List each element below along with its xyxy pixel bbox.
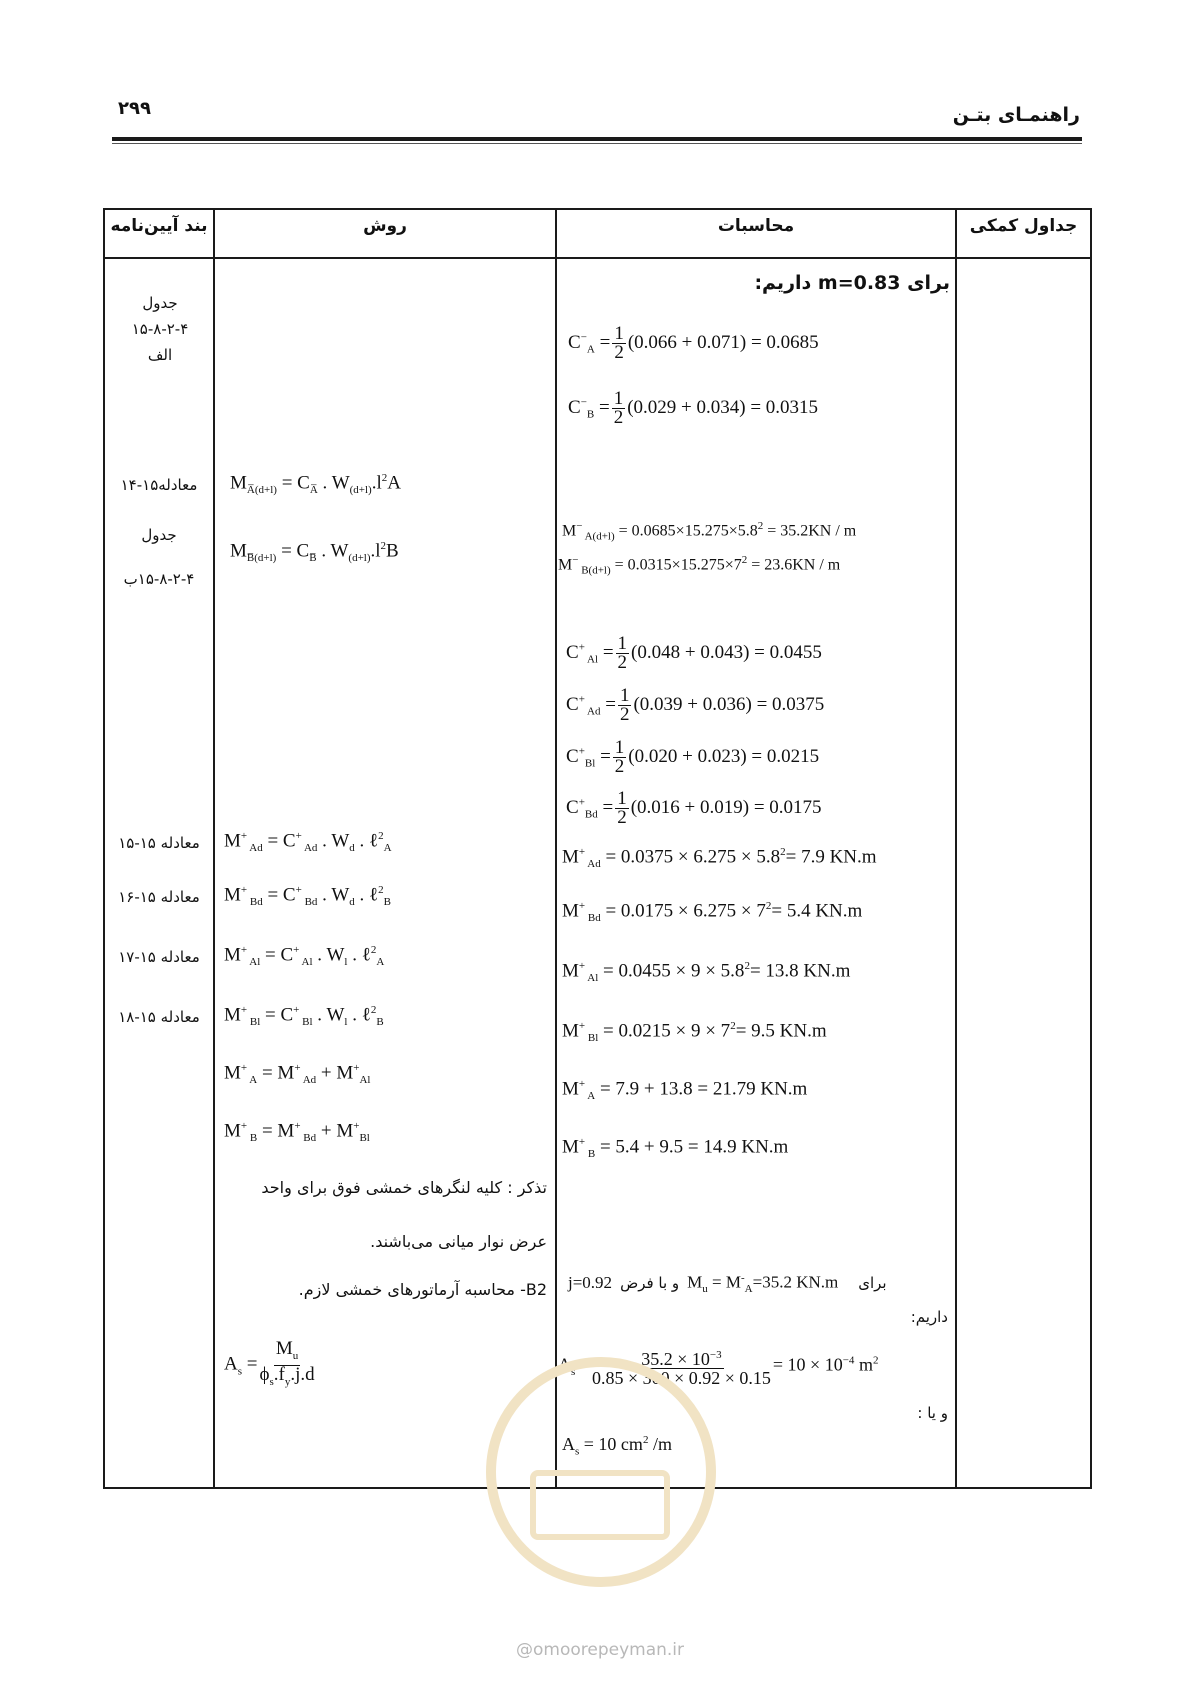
header-rule-thin: [112, 143, 1082, 144]
method-eq-mbl: M+ $_{Bl}$ = C+ $_{Bl}$ . $W_l$ . ℓ$^2_B$: [224, 1004, 384, 1029]
calc-cbl: $C^+_{Bl}$ = $\frac{1}{2}$ (0.020 + 0.023) = 0.0215: [566, 737, 820, 777]
calc-mal: M+ $_{Al} = 0.0455 \times 9 \times 5.8^2= 13.8$ KN.m: [562, 960, 851, 985]
calc-assumption-line: j=0.92 و با فرض $M_u = M^-_A=35.2$ KN.m برای: [568, 1272, 887, 1296]
method-eq-ma: $M_{A̅(d+l)} = C_{A̅}$ . $W_{(d+l)}.l^2A$: [230, 472, 401, 497]
header-calc: محاسبات: [717, 216, 795, 236]
calc-cbd: $C^+_{Bd}$ = $\frac{1}{2}$ (0.016 + 0.019) = 0.0175: [566, 788, 822, 828]
ref-table-a: جدول ۱۵-۸-۲-۴ الف: [131, 294, 189, 364]
calc-as: $A_s$ = $\frac{35.2 \times 10^{-3}}{0.85 \times 300 \times 0.92 \times 0.15}$ = $10 \times 10^{-4}$ $m^2$: [558, 1346, 878, 1387]
calc-or: و یا :: [917, 1404, 948, 1422]
ref-eq-17: معادله ۱۵-۱۷: [118, 948, 200, 966]
calc-cb: $C^-_B$ = $\frac{1}{2}$ (0.029 + 0.034) = 0.0315: [568, 388, 819, 428]
watermark-seal-icon: [530, 1470, 670, 1540]
watermark-site: @omoorepeyman.ir: [515, 1640, 685, 1660]
book-title: راهنمـای بتـن: [952, 104, 1080, 126]
method-eq-mb: $M_{B̅(d+l)} = C_{B̅}$ . $W_{(d+l)}.l^2B$: [230, 540, 399, 565]
method-eq-mal: M+ $_{Al}$ = C+ $_{Al}$ . $W_l$ . ℓ$^2_A$: [224, 944, 385, 969]
calc-cad: C+ $_{Ad}$ = $\frac{1}{2}$ (0.039 + 0.036) = 0.0375: [566, 685, 825, 725]
calc-mbl: M+ $_{Bl} = 0.0215 \times 9 \times 7^2= 9.5$ KN.m: [562, 1020, 827, 1045]
calc-mb: M− $_{B(d+l)} = 0.0315\times 15.275\times 7^2 = 23.6KN / m$: [558, 554, 841, 577]
calc-mpb: M+ $_B$ = 5.4 + 9.5 = 14.9 KN.m: [562, 1136, 789, 1161]
ref-table-b: جدول ۱۵-۸-۲-۴ب: [123, 526, 195, 588]
method-eq-mpb: M+ $_B$ = M+ $_{Bd} + M^+_{Bl}$: [224, 1120, 370, 1145]
col-divider-1: [213, 208, 215, 1489]
calc-cal: C+ $_{Al}$ = $\frac{1}{2}$ (0.048 + 0.043) = 0.0455: [566, 633, 822, 673]
calc-as-final: $A_s = 10$ $cm^2$ /m: [562, 1434, 672, 1458]
col-divider-2: [555, 208, 557, 1489]
header-aux: جداول کمکی: [969, 216, 1078, 236]
page-number: ۲۹۹: [118, 98, 151, 119]
ref-eq-14: معادله۱۵-۱۴: [120, 476, 198, 494]
calc-ca: $C^-_A$ = $\frac{1}{2}$ (0.066 + 0.071) = 0.0685: [568, 323, 819, 363]
method-eq-mpa: M+ $_A$ = M+ $_{Ad} + M^+_{Al}$: [224, 1062, 371, 1087]
method-note-line2: عرض نوار میانی می‌باشند.: [370, 1232, 547, 1251]
method-note-line1: تذکر : کلیه لنگرهای خمشی فوق برای واحد: [261, 1178, 547, 1197]
header-rule-thick: [112, 137, 1082, 141]
calc-mad: M+ $_{Ad} = 0.0375 \times 6.275 \times 5.8^2= 7.9$ KN.m: [562, 846, 877, 871]
method-b2-label: B2- محاسبه آرماتورهای خمشی لازم.: [298, 1280, 547, 1299]
ref-eq-16: معادله ۱۵-۱۶: [118, 888, 200, 906]
header-row-divider: [103, 257, 1092, 259]
method-eq-as: $A_s$ = $\frac{M_u}{\phi_s.f_y.j.d}$: [224, 1338, 315, 1388]
header-method: روش: [363, 216, 407, 236]
header-ref: بند آیین‌نامه: [110, 216, 208, 236]
ref-eq-15: معادله ۱۵-۱۵: [118, 834, 200, 852]
calc-mpa: M+ $_A$ = 7.9 + 13.8 = 21.79 KN.m: [562, 1078, 808, 1103]
method-eq-mbd: M+ $_{Bd}$ = C+ $_{Bd}$ . $W_d$ . ℓ$^2_B$: [224, 884, 391, 909]
calc-we-have: داریم:: [910, 1308, 948, 1326]
method-eq-mad: M+ $_{Ad}$ = C+ $_{Ad}$ . $W_d$ . ℓ$^2_A$: [224, 830, 392, 855]
col-divider-3: [955, 208, 957, 1489]
calc-heading: برای m=0.83 داریم:: [754, 272, 950, 294]
ref-eq-18: معادله ۱۵-۱۸: [118, 1008, 200, 1026]
calc-ma: M− $_{A(d+l)} = 0.0685\times 15.275\times 5.8^2 = 35.2KN / m$: [562, 520, 857, 543]
calc-mbd: M+ $_{Bd} = 0.0175 \times 6.275 \times 7^2= 5.4$ KN.m: [562, 900, 863, 925]
